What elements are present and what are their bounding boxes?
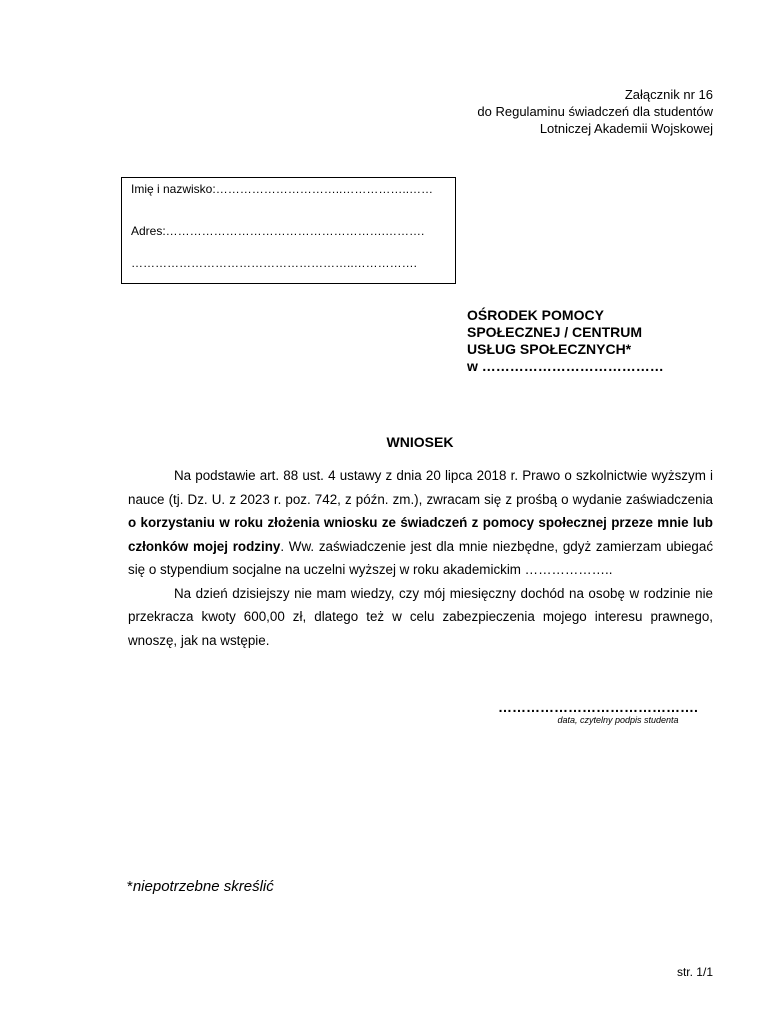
- document-title: WNIOSEK: [386, 434, 454, 450]
- para1-text-start: Na podstawie art. 88 ust. 4 ustawy z dnia 20 lipca 2018 r. Prawo o szkolnictwie wyższym i nauce (tj. Dz. U. z 2023 r. poz. 742, z późn. zm.), zwracam się z prośbą o wydanie zaświadczenia: [128, 468, 713, 507]
- body-paragraph-2: Na dzień dzisiejszy nie mam wiedzy, czy mój miesięczny dochód na osobę w rodzinie nie przekracza kwoty 600,00 zł, dlatego też w celu zabezpieczenia mojego interesu prawnego, wnoszę, jak na wstępie.: [128, 585, 713, 648]
- recipient-block: [467, 307, 727, 375]
- annex-line-2: do Regulaminu świadczeń dla studentów: [477, 104, 713, 119]
- para1-bold-text: o korzystaniu w roku złożenia wniosku ze świadczeń z pomocy społecznej przeze mnie lub członków mojej rodziny: [128, 515, 713, 554]
- recipient-line-1: OŚRODEK POMOCY: [467, 307, 604, 323]
- sender-address-extra-field[interactable]: ………………………………………………..…………….: [131, 256, 418, 270]
- body-paragraph-1: [128, 464, 713, 582]
- annex-line-3: Lotniczej Akademii Wojskowej: [539, 121, 713, 136]
- annex-line-1: Załącznik nr 16: [624, 87, 713, 102]
- recipient-line-2: SPOŁECZNEJ / CENTRUM: [467, 324, 643, 340]
- page-number: str. 1/1: [676, 965, 713, 979]
- signature-caption: data, czytelny podpis studenta: [557, 715, 679, 725]
- sender-name-field[interactable]: Imię i nazwisko:…………………………..……………..……: [131, 182, 434, 196]
- annex-header: [313, 86, 713, 137]
- footnote-text: niepotrzebne skreślić: [132, 878, 274, 895]
- document-body: [128, 464, 713, 652]
- footnote-asterisk: *: [127, 878, 133, 895]
- recipient-line-3: USŁUG SPOŁECZNYCH*: [467, 341, 632, 357]
- recipient-line-4: w …………………………………: [467, 358, 664, 374]
- para1-text-end: . Ww. zaświadczenie jest dla mnie niezbędne, gdyż zamierzam ubiegać się o stypendium socjalne na uczelni wyższej w roku akademickim ………………..: [128, 538, 714, 577]
- sender-box: [121, 177, 456, 284]
- sender-address-field[interactable]: Adres:……………………………………………….……….: [131, 224, 425, 238]
- signature-block: [483, 699, 713, 725]
- signature-line[interactable]: …………………………………….: [498, 699, 698, 715]
- footnote: [127, 878, 274, 895]
